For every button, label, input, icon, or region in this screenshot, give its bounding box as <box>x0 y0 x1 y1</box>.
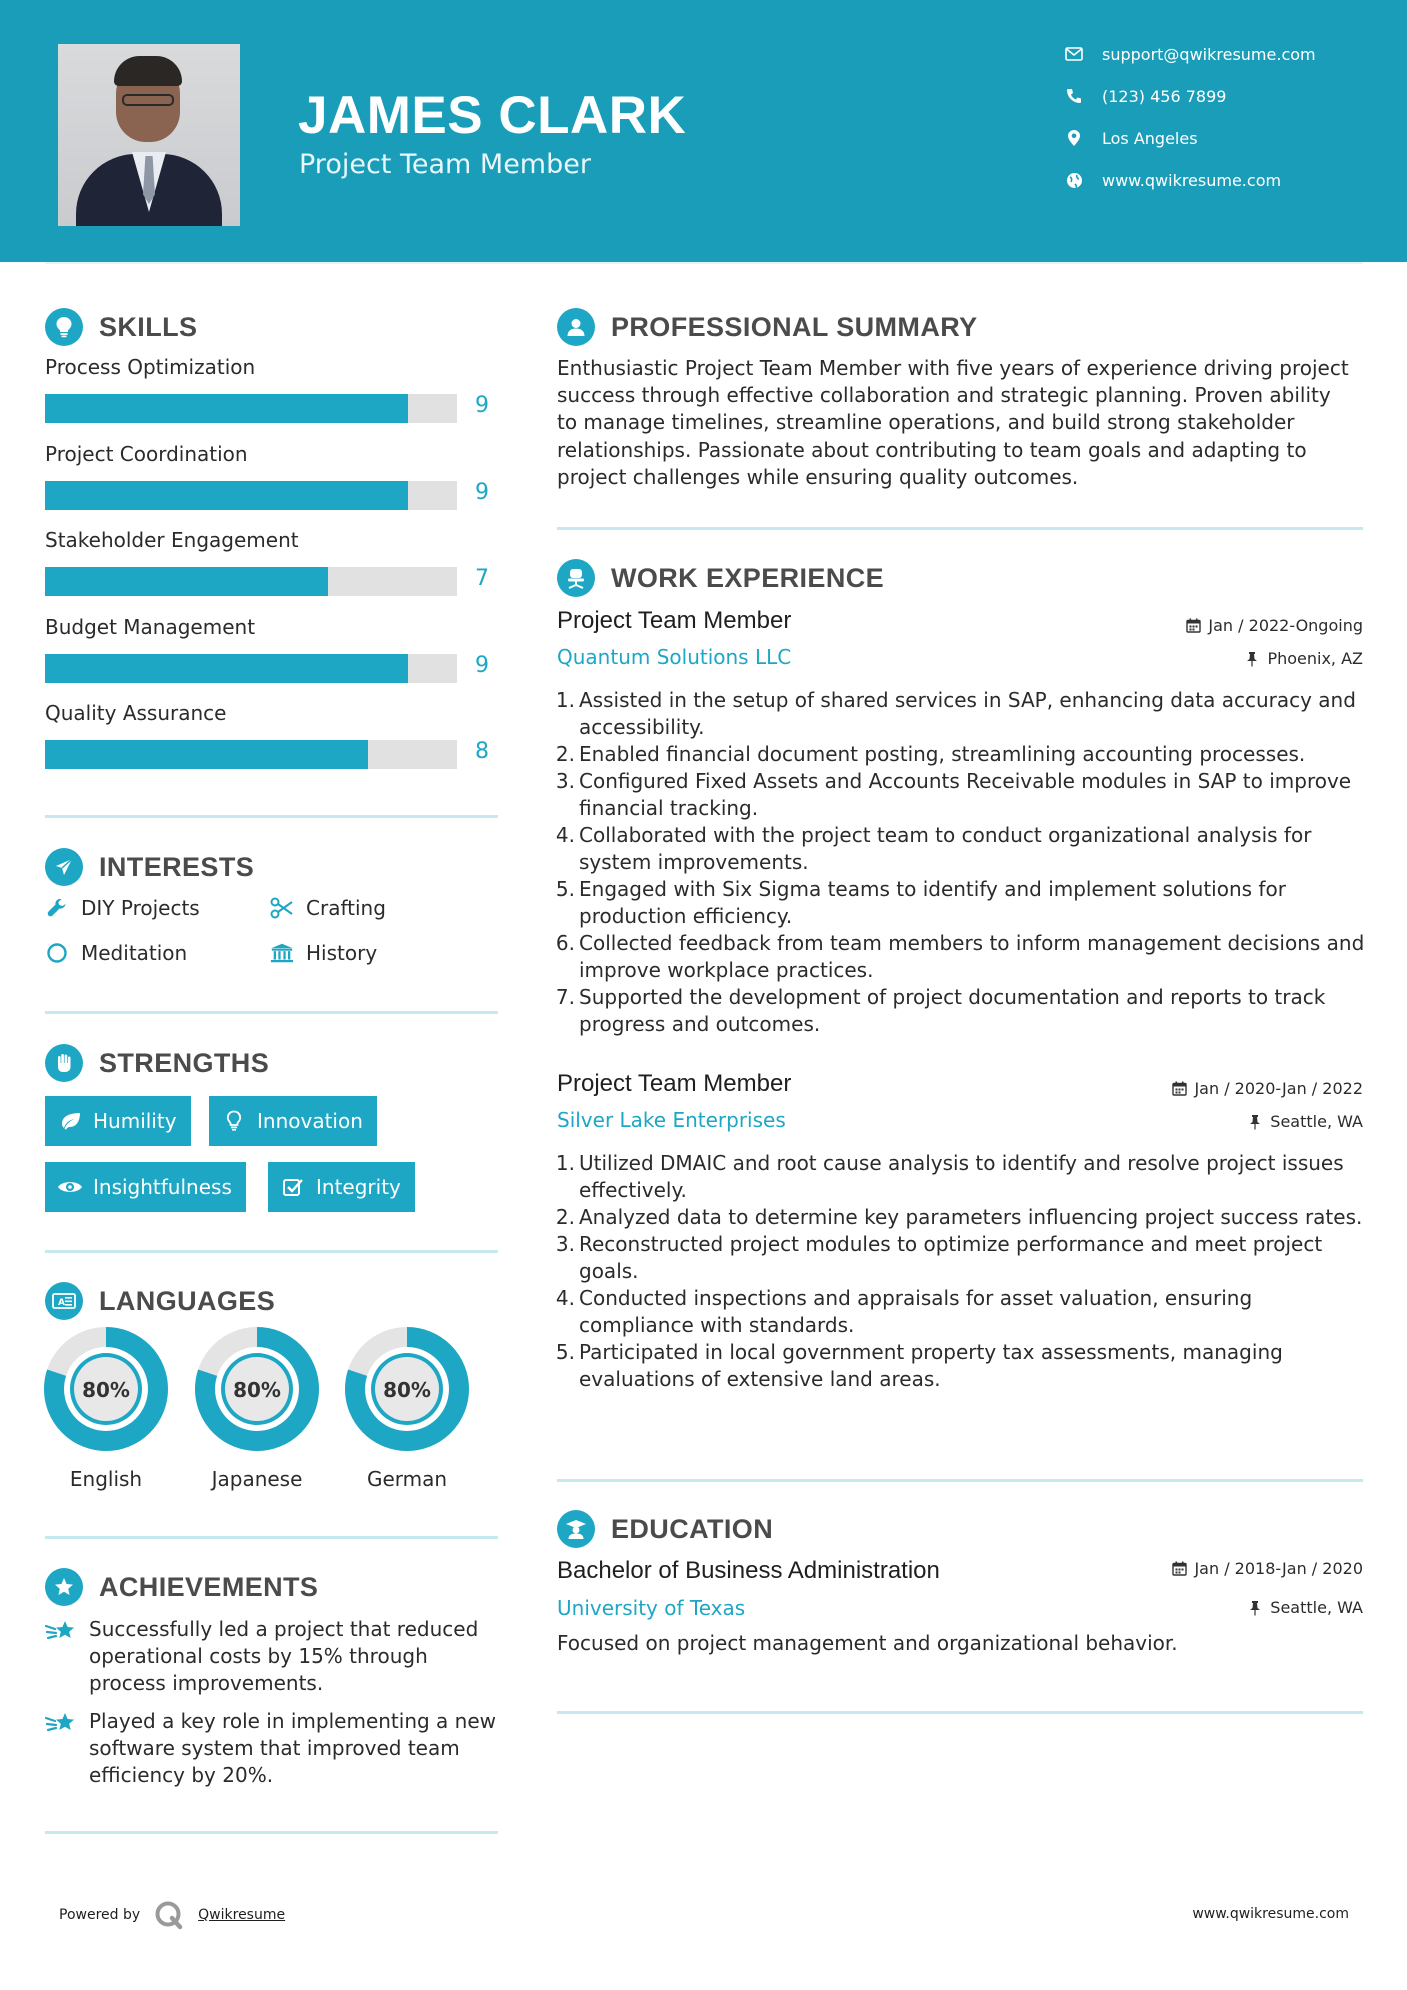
hand-icon <box>45 1044 83 1082</box>
institution-icon <box>270 941 294 965</box>
strength-tag <box>45 1096 191 1146</box>
achievement-item <box>45 1616 505 1697</box>
map-pin-icon <box>1064 128 1084 148</box>
circle-icon <box>45 941 69 965</box>
candidate-name: JAMES CLARK <box>298 86 687 145</box>
skill-name: Stakeholder Engagement <box>45 528 299 552</box>
skill-bar-fill <box>45 481 408 510</box>
education-location-text: Seattle, WA <box>1270 1598 1363 1617</box>
contact-location <box>1064 126 1394 150</box>
skill-score: 7 <box>475 566 489 591</box>
achievements-heading <box>45 1567 318 1607</box>
achievements-divider <box>45 1831 498 1834</box>
phone-icon <box>1064 86 1084 106</box>
job-location-text: Phoenix, AZ <box>1267 649 1363 668</box>
calendar-icon <box>1185 618 1201 634</box>
education-title: EDUCATION <box>611 1513 774 1544</box>
candidate-title: Project Team Member <box>299 149 591 180</box>
strength-label: Integrity <box>316 1175 401 1199</box>
job-bullet: 4. Conducted inspections and appraisals for asset valuation, ensuring compliance with standards. <box>555 1286 1253 1337</box>
language-gauge <box>44 1327 168 1491</box>
job-bullet: 2. Enabled financial document posting, streamlining accounting processes. <box>555 742 1306 766</box>
job-company: Quantum Solutions LLC <box>557 645 792 669</box>
header-divider <box>45 262 1363 264</box>
contact-website-text: www.qwikresume.com <box>1102 170 1282 190</box>
education-degree: Bachelor of Business Administration <box>557 1557 940 1584</box>
job-bullets <box>553 687 1365 1038</box>
summary-text: Enthusiastic Project Team Member with five years of experience driving project success through effective collaboration and strategic planning. Proven ability to manage timelines, streamline operations, and build strong stakeholder relationships. Passionate about contributing to team goals and adapting to project challenges while ensuring quality outcomes. <box>557 356 1349 489</box>
job-bullet: 1. Assisted in the setup of shared services in SAP, enhancing data accuracy and accessibility. <box>555 688 1356 739</box>
job-bullets <box>553 1150 1365 1393</box>
lightbulb-icon <box>221 1108 247 1134</box>
pushpin-icon <box>1247 1114 1263 1130</box>
job-dates <box>1171 1079 1363 1098</box>
interest-label: History <box>306 941 378 965</box>
shooting-star-icon <box>45 1618 77 1646</box>
skill-bar <box>45 654 457 683</box>
job-bullet: 7. Supported the development of project documentation and reports to track progress and outcomes. <box>555 985 1326 1036</box>
skill-score: 9 <box>475 393 489 418</box>
language-gauge <box>345 1327 469 1491</box>
star-badge-icon <box>45 1568 83 1606</box>
job-bullet: 3. Reconstructed project modules to optimize performance and meet project goals. <box>555 1232 1323 1283</box>
languages-heading <box>45 1281 275 1321</box>
skill-bar-fill <box>45 740 368 769</box>
summary-title: PROFESSIONAL SUMMARY <box>611 311 978 342</box>
contact-email[interactable] <box>1064 42 1394 66</box>
interests-title: INTERESTS <box>99 851 255 882</box>
contact-location-text: Los Angeles <box>1102 128 1198 148</box>
education-location <box>1247 1598 1363 1617</box>
job-dates-text: Jan / 2020-Jan / 2022 <box>1194 1079 1363 1098</box>
strength-label: Innovation <box>257 1109 363 1133</box>
skill-score: 9 <box>475 479 489 505</box>
interest-item <box>45 939 187 967</box>
calendar-icon <box>1171 1561 1187 1577</box>
job-role: Project Team Member <box>557 1070 792 1097</box>
education-school: University of Texas <box>557 1596 746 1620</box>
contact-email-text: support@qwikresume.com <box>1102 44 1316 64</box>
strength-label: Insightfulness <box>93 1175 232 1199</box>
paper-plane-icon <box>45 848 83 886</box>
footer-website-link[interactable]: www.qwikresume.com <box>1192 1906 1349 1922</box>
interests-heading <box>45 847 254 887</box>
job-bullet: 5. Participated in local government property tax assessments, managing evaluations of extensive land areas. <box>555 1340 1283 1391</box>
skill-name: Process Optimization <box>45 355 256 379</box>
job-role: Project Team Member <box>557 607 792 634</box>
experience-divider <box>557 1479 1363 1482</box>
language-name: Japanese <box>211 1467 303 1491</box>
job-bullet: 3. Configured Fixed Assets and Accounts Receivable modules in SAP to improve financial tracking. <box>555 769 1352 820</box>
scissors-icon <box>270 896 294 920</box>
job-location-text: Seattle, WA <box>1270 1112 1363 1131</box>
contact-phone-text: (123) 456 7899 <box>1102 86 1227 106</box>
check-square-icon <box>280 1174 306 1200</box>
interest-label: Meditation <box>81 941 188 965</box>
graduate-icon <box>557 1510 595 1548</box>
envelope-icon <box>1064 44 1084 64</box>
interest-label: DIY Projects <box>81 896 200 920</box>
job-bullet: 2. Analyzed data to determine key parameters influencing project success rates. <box>555 1205 1363 1229</box>
brand-link[interactable]: Qwikresume <box>198 1907 286 1923</box>
skill-name: Project Coordination <box>45 441 248 466</box>
education-dates <box>1171 1559 1363 1578</box>
skill-bar <box>45 394 457 423</box>
contact-phone[interactable] <box>1064 84 1394 108</box>
skill-bar <box>45 481 457 510</box>
resume-header <box>0 0 1407 262</box>
language-name: English <box>69 1467 143 1491</box>
eye-icon <box>57 1174 83 1200</box>
language-percent: 80% <box>233 1378 281 1402</box>
experience-heading <box>557 558 884 598</box>
education-heading <box>557 1509 773 1549</box>
skill-score: 9 <box>475 652 489 678</box>
skill-name: Quality Assurance <box>45 701 227 725</box>
globe-icon <box>1064 170 1084 190</box>
job-company: Silver Lake Enterprises <box>557 1108 786 1132</box>
interests-divider <box>45 1011 498 1014</box>
strengths-divider <box>45 1250 498 1253</box>
job-bullet: 5. Engaged with Six Sigma teams to identify and implement solutions for production efficiency. <box>555 877 1286 928</box>
wrench-icon <box>45 896 69 920</box>
shooting-star-icon <box>45 1710 77 1738</box>
calendar-icon <box>1171 1081 1187 1097</box>
strength-label: Humility <box>93 1109 177 1133</box>
achievement-text: Played a key role in implementing a new software system that improved team efficiency by 20%. <box>89 1709 497 1787</box>
languages-title: LANGUAGES <box>99 1285 276 1316</box>
office-chair-icon <box>557 559 595 597</box>
achievement-item <box>45 1708 505 1789</box>
achievements-title: ACHIEVEMENTS <box>99 1571 319 1602</box>
interest-item <box>270 894 386 922</box>
job-dates <box>1185 616 1363 635</box>
language-percent: 80% <box>82 1378 130 1402</box>
skill-name: Budget Management <box>45 614 256 639</box>
interest-item <box>45 894 200 922</box>
pushpin-icon <box>1244 651 1260 667</box>
language-icon <box>45 1282 83 1320</box>
achievement-text: Successfully led a project that reduced operational costs by 15% through process improvements. <box>89 1617 479 1695</box>
skill-bar <box>45 740 457 769</box>
leaf-icon <box>57 1108 83 1134</box>
education-dates-text: Jan / 2018-Jan / 2020 <box>1194 1559 1363 1578</box>
skills-heading <box>45 307 197 347</box>
skill-score: 8 <box>475 739 489 764</box>
education-divider <box>557 1711 1363 1714</box>
job-dates-text: Jan / 2022-Ongoing <box>1208 616 1363 635</box>
job-location <box>1247 1112 1363 1131</box>
strength-tag <box>268 1162 415 1212</box>
job-bullet: 6. Collected feedback from team members to inform management decisions and improve workplace practices. <box>555 931 1365 982</box>
qwikresume-logo-icon <box>154 1900 184 1930</box>
lightbulb-icon <box>45 308 83 346</box>
skill-bar <box>45 567 457 596</box>
pushpin-icon <box>1247 1600 1263 1616</box>
skill-bar-fill <box>45 394 408 423</box>
skills-title: SKILLS <box>99 311 198 342</box>
education-description: Focused on project management and organizational behavior. <box>557 1631 1178 1655</box>
strengths-heading <box>45 1043 269 1083</box>
job-bullet: 1. Utilized DMAIC and root cause analysis to identify and resolve project issues effectively. <box>555 1151 1344 1202</box>
contact-website[interactable] <box>1064 168 1394 192</box>
interest-label: Crafting <box>306 896 386 920</box>
skill-bar-fill <box>45 654 408 683</box>
job-location <box>1244 649 1363 668</box>
strengths-title: STRENGTHS <box>99 1047 270 1078</box>
summary-heading <box>557 307 978 347</box>
powered-by-text: Powered by <box>59 1907 141 1923</box>
language-gauge <box>195 1327 319 1491</box>
footer-branding <box>59 1900 285 1930</box>
summary-divider <box>557 527 1363 530</box>
user-icon <box>557 308 595 346</box>
profile-photo <box>58 44 240 226</box>
svg-text:A: A <box>58 1298 65 1308</box>
languages-divider <box>45 1536 498 1539</box>
language-name: German <box>366 1467 448 1491</box>
strength-tag <box>45 1162 246 1212</box>
skill-bar-fill <box>45 567 328 596</box>
language-percent: 80% <box>383 1378 431 1402</box>
strength-tag <box>209 1096 377 1146</box>
interest-item <box>270 939 377 967</box>
experience-title: WORK EXPERIENCE <box>611 562 885 593</box>
skills-divider <box>45 815 498 818</box>
job-bullet: 4. Collaborated with the project team to conduct organizational analysis for system improvements. <box>555 823 1312 874</box>
